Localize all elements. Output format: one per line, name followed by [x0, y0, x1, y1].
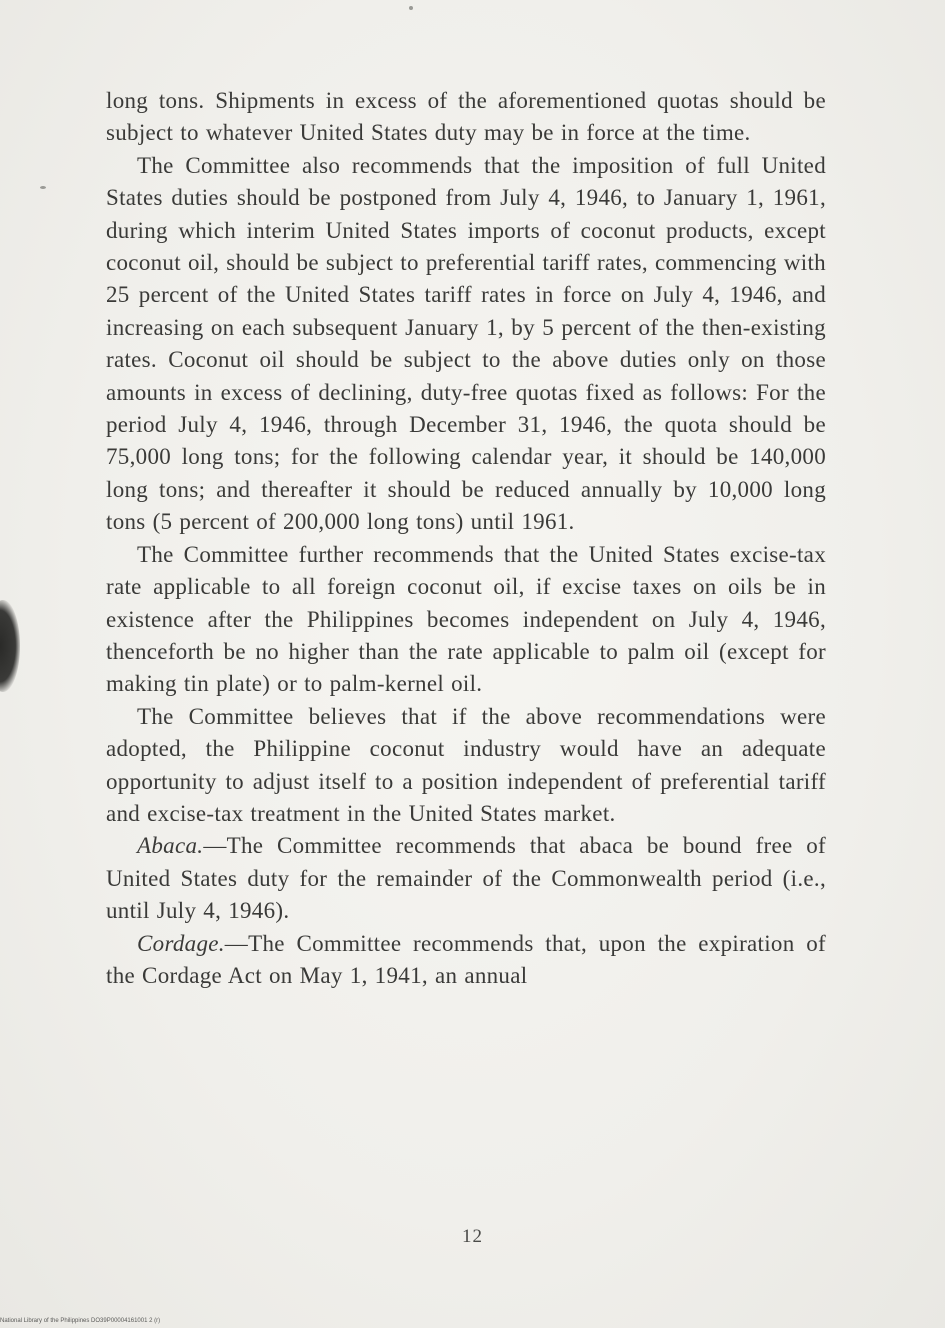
dust-speck: [40, 186, 46, 189]
paragraph-text: —The Committee recommends that, upon the expiration of the Cordage Act on May 1, 1941, an annual: [106, 930, 826, 988]
paragraph-coconut-duties: [106, 150, 826, 539]
paragraph-text: The Committee believes that if the above recommendations were adopted, the Philippine coconut industry would have an adequate opportunity to adjust itself to a position independent of preferential tariff and excise-tax treatment in the United States market.: [106, 703, 826, 826]
paragraph-committee-belief: [106, 701, 826, 831]
paragraph-text: —The Committee recommends that abaca be bound free of United States duty for the remainder of the Commonwealth period (i.e., until July 4, 1946).: [106, 833, 826, 924]
paragraph-abaca: [106, 830, 826, 927]
paragraph-lead-cordage: Cordage.: [137, 930, 225, 956]
paragraph-lead-abaca: Abaca.: [137, 833, 204, 859]
paragraph-excise-tax: [106, 539, 826, 701]
dust-speck: [409, 6, 413, 10]
paragraph-continuation: [106, 85, 826, 150]
body-text: [106, 85, 826, 992]
archive-footer-label: National Library of the Philippines DO39P00004161001 2 (r): [0, 1318, 161, 1324]
paragraph-text: The Committee further recommends that the United States excise-tax rate applicable to all foreign coconut oil, if excise taxes on oils be in existence after the Philippines becomes independent on July 4, 1946, thenceforth be no higher than the rate applicable to palm oil (except for making tin plate) or to palm-kernel oil.: [106, 541, 826, 697]
paragraph-cordage: [106, 928, 826, 993]
paragraph-text: long tons. Shipments in excess of the aforementioned quotas should be subject to whatever United States duty may be in force at the time.: [106, 88, 826, 146]
binding-shadow-mark: [0, 600, 20, 692]
paragraph-text: The Committee also recommends that the imposition of full United States duties should be postponed from July 4, 1946, to January 1, 1961, during which interim United States imports of coconut products, except coconut oil, should be subject to preferential tariff rates, commencing with 25 percent of the United States tariff rates in force on July 4, 1946, and increasing on each subsequent January 1, by 5 percent of the then-existing rates. Coconut oil should be subject to the above duties only on those amounts in excess of declining, duty-free quotas fixed as follows: For the period July 4, 1946, through December 31, 1946, the quota should be 75,000 long tons; for the following calendar year, it should be 140,000 long tons; and thereafter it should be reduced annually by 10,000 long tons (5 percent of 200,000 long tons) until 1961.: [106, 152, 826, 535]
page-number: 12: [462, 1226, 483, 1247]
